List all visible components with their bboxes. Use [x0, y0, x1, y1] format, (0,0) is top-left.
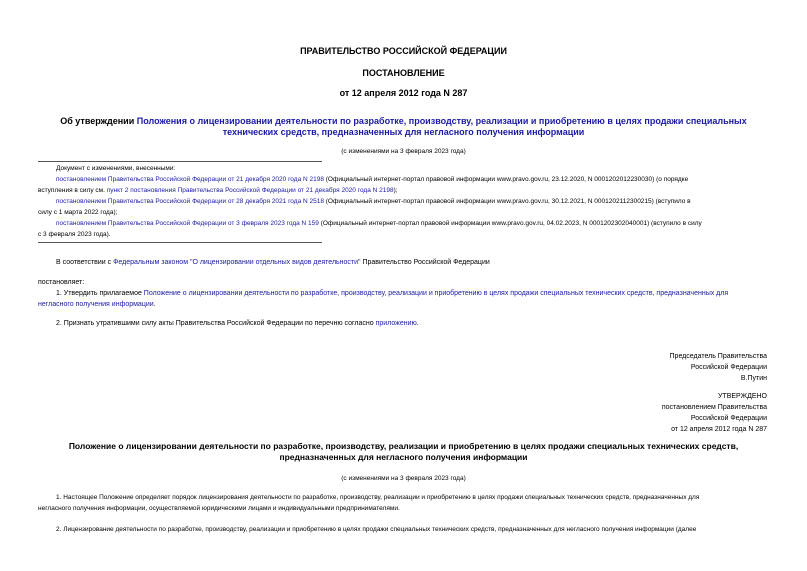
change-2-text: (Официальный интернет-портал правовой информации www.pravo.gov.ru, 30.12.2021, N 0001202112300215) (вступило в: [323, 198, 691, 205]
change-1-text: (Официальный интернет-портал правовой информации www.pravo.gov.ru, 23.12.2020, N 0001202012230030) (о порядке: [323, 176, 689, 183]
federal-law-link[interactable]: Федеральным законом "О лицензировании отдельных видов деятельности": [113, 259, 361, 266]
approval-line-3: Российской Федерации: [690, 415, 767, 422]
regulation-paragraph-1-line-2: негласного получения информации, осуществляемой юридическими лицами и индивидуальными предпринимателями.: [38, 505, 400, 512]
paragraph-1-text: 1. Утвердить прилагаемое: [56, 290, 144, 297]
change-1-link[interactable]: постановлением Правительства Российской Федерации от 21 декабря 2020 года N 2198: [56, 176, 324, 183]
change-1-link-2[interactable]: пункт 2 постановления Правительства Российской Федерации от 21 декабря 2020 года N 2198: [106, 187, 394, 194]
preamble-text-2: Правительство Российской Федерации: [360, 259, 490, 266]
appendix-link[interactable]: приложению: [375, 320, 417, 327]
preamble-text: В соответствии с: [56, 259, 114, 266]
paragraph-2: [56, 318, 776, 329]
government-heading: ПРАВИТЕЛЬСТВО РОССИЙСКОЙ ФЕДЕРАЦИИ: [300, 46, 507, 56]
amendment-note: (с изменениями на 3 февраля 2023 года): [341, 148, 466, 155]
regulation-link-line2[interactable]: технических средств, предназначенных для негласного получения информации: [222, 127, 585, 137]
signature-country: Российской Федерации: [690, 364, 767, 371]
signature-name: В.Путин: [740, 375, 767, 382]
change-2-link[interactable]: постановлением Правительства Российской Федерации от 28 декабря 2021 года N 2518: [56, 198, 324, 205]
approval-title: УТВЕРЖДЕНО: [717, 393, 767, 400]
regulation-amendment-note: (с изменениями на 3 февраля 2023 года): [341, 475, 466, 482]
paragraph-2-text: 2. Признать утратившими силу акты Правительства Российской Федерации по перечню согласно: [56, 320, 376, 327]
changes-intro: Документ с изменениями, внесенными:: [56, 165, 176, 172]
regulation-paragraph-2-line-1: 2. Лицензирование деятельности по разработке, производству, реализации и приобретению в целях продажи специальных технических средств, предназначенных для негласного получения информации (далее: [56, 526, 697, 533]
divider-bottom: [38, 242, 322, 243]
regulation-title: [0, 441, 807, 463]
change-1-text-2: вступления в силу см.: [38, 187, 107, 194]
preamble: [56, 257, 776, 268]
regulation-title-line-1: Положение о лицензировании деятельности по разработке, производству, реализации и приобретению в целях продажи специальных технических средств,: [68, 441, 739, 451]
regulation-paragraph-1: [38, 492, 768, 514]
regulation-paragraph-1-line-1: 1. Настоящее Положение определяет порядок лицензирования деятельности по разработке, производству, реализации и приобретению в целях продажи специальных технических средств, предназначенных для: [56, 494, 700, 501]
paragraph-2-end: .: [416, 320, 419, 327]
change-1-text-3: );: [393, 187, 398, 194]
document-date-number: от 12 апреля 2012 года N 287: [339, 88, 468, 98]
divider-top: [38, 161, 322, 162]
change-3-text: (Официальный интернет-портал правовой информации www.pravo.gov.ru, 04.02.2023, N 0001202302040001) (вступило в силу: [318, 220, 702, 227]
decrees-word: постановляет:: [38, 279, 85, 286]
signature-block: [670, 351, 767, 384]
approval-line-4: от 12 апреля 2012 года N 287: [671, 426, 767, 433]
regulation-link[interactable]: Положения о лицензировании деятельности по разработке, производству, реализации и приобретению в целях продажи специальных: [136, 116, 747, 126]
regulation-link-p1-2[interactable]: негласного получения информации: [38, 301, 154, 308]
change-3-link[interactable]: постановлением Правительства Российской Федерации от 3 февраля 2023 года N 159: [56, 220, 319, 227]
paragraph-1-end: .: [153, 301, 156, 308]
approval-line-2: постановлением Правительства: [661, 404, 767, 411]
approval-block: [662, 391, 767, 435]
change-item-1: [38, 174, 768, 196]
change-item-2: [38, 196, 768, 218]
regulation-title-line-2: предназначенных для негласного получения информации: [279, 452, 528, 462]
signature-position: Председатель Правительства: [669, 353, 767, 360]
change-2-text-2: силу с 1 марта 2022 года);: [38, 209, 118, 216]
regulation-paragraph-2: [38, 524, 768, 535]
change-item-3: [38, 218, 768, 240]
document-type: ПОСТАНОВЛЕНИЕ: [362, 68, 445, 78]
title-prefix: Об утверждении: [60, 116, 137, 126]
document-title: [0, 116, 807, 138]
change-3-text-2: с 3 февраля 2023 года).: [38, 231, 111, 238]
paragraph-1: [38, 288, 768, 310]
regulation-link-p1[interactable]: Положение о лицензировании деятельности по разработке, производству, реализации и приобретению в целях продажи специальных технических средств, предназначенных для: [143, 290, 729, 297]
